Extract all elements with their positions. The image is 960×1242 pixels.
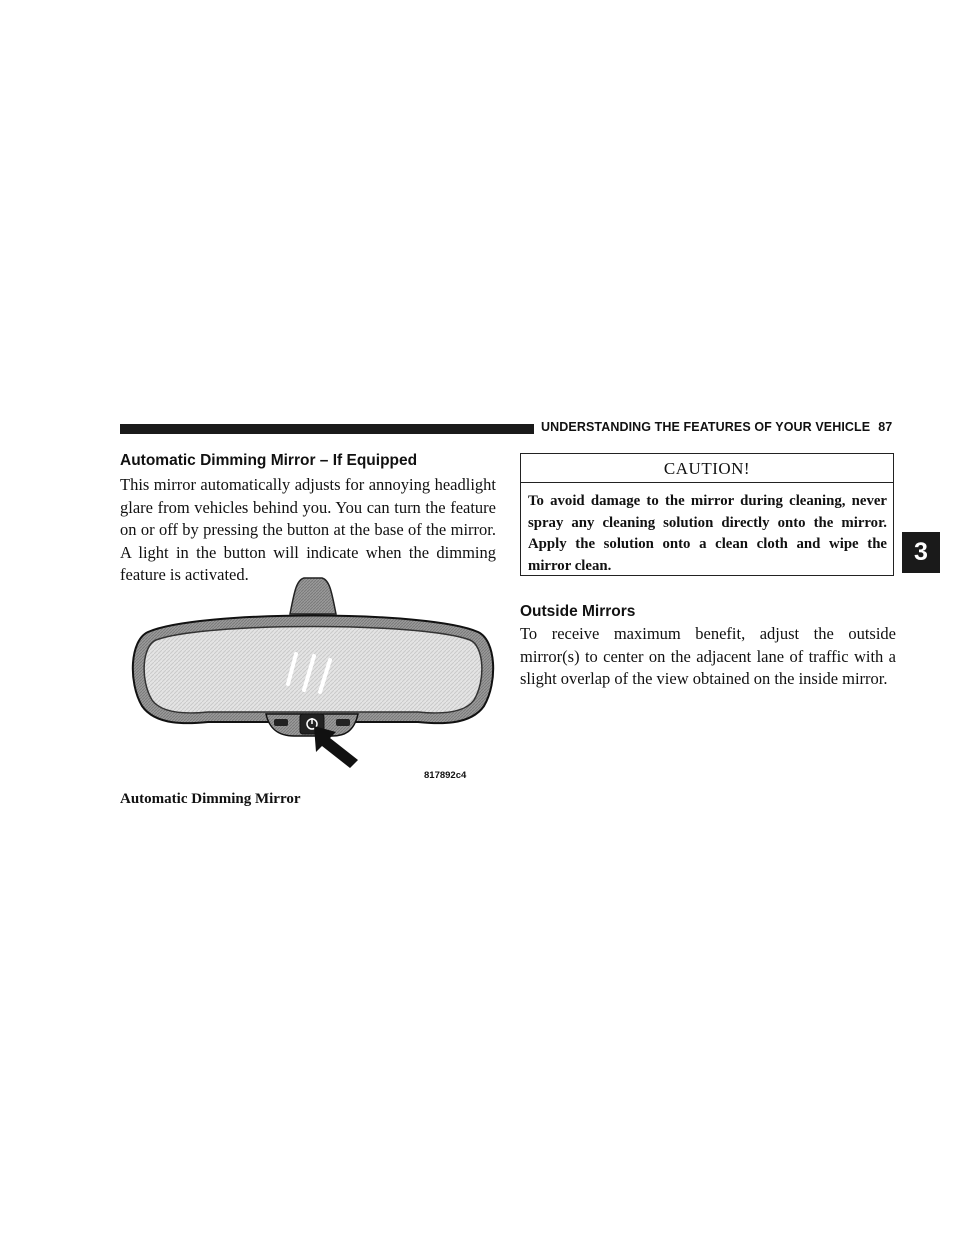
rearview-mirror-icon — [118, 574, 508, 774]
page-number: 87 — [878, 420, 893, 434]
section-title: UNDERSTANDING THE FEATURES OF YOUR VEHICLE — [541, 420, 871, 434]
outside-mirrors-paragraph: To receive maximum benefit, adjust the outside mirror(s) to center on the adjacent lane of traffic with a slight overlap of the view obtained on the inside mirror. — [520, 624, 896, 689]
heading-auto-dimming-mirror: Automatic Dimming Mirror – If Equipped — [120, 452, 418, 469]
heading-outside-mirrors: Outside Mirrors — [520, 603, 636, 620]
caution-text: To avoid damage to the mirror during cleaning, never spray any cleaning solution directly onto the mirror. Apply the solution onto a clean cloth and wipe the mirror clean. — [528, 493, 887, 574]
header-rule — [120, 424, 534, 434]
auto-dimming-paragraph: This mirror automatically adjusts for annoying headlight glare from vehicles behind you. You can turn the feature on or off by pressing the button at the base of the mirror. A light in the button will indicate when the dimming feature is activated. — [120, 475, 496, 585]
chapter-tab: 3 — [902, 532, 940, 573]
figure-code: 817892c4 — [424, 770, 467, 781]
figure-caption: Automatic Dimming Mirror — [120, 791, 301, 807]
caution-title: CAUTION! — [521, 454, 893, 483]
mirror-illustration — [118, 574, 508, 774]
running-header — [541, 420, 892, 434]
caution-box — [520, 453, 894, 576]
